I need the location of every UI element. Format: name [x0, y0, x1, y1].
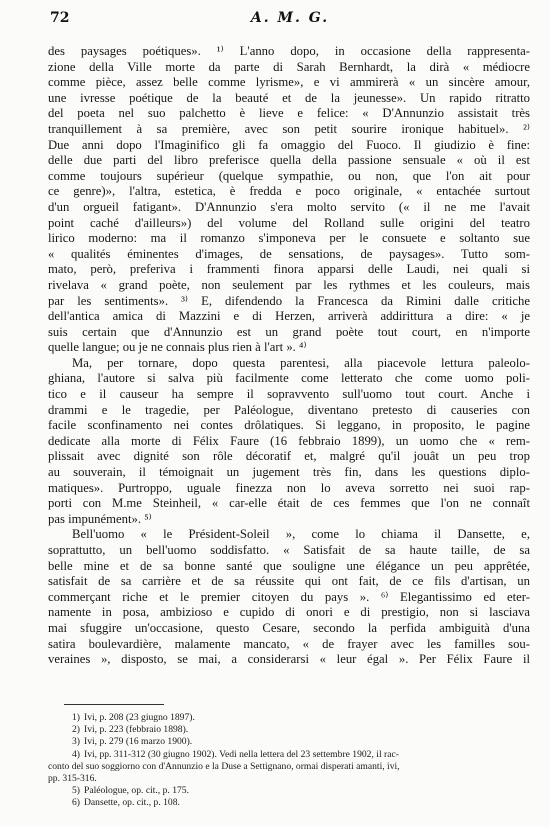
- body-line: tico e il causeur ha sempre il sopravvento sull'uomo tout court. Anche i: [48, 387, 530, 402]
- body-line: rivelava « grand poète, non seulement par les rythmes et les couleurs, mais: [48, 277, 530, 292]
- body-line: plissait avec dignité son rôle décoratif et, malgré qu'il jouât un peu trop: [48, 449, 530, 464]
- footnote-text: Ivi, p. 279 (16 marzo 1900).: [84, 736, 193, 748]
- body-line: par les sentiments». ³⁾ E, difendendo la Francesca da Rimini dalle critiche: [48, 293, 530, 308]
- footnote-number: 3): [72, 736, 80, 748]
- footnote-text: Paléologue, op. cit., p. 175.: [84, 785, 189, 797]
- body-line: mai sfuggire un'occasione, questo Cesare, secondo la perfida ambiguità d'una: [48, 620, 530, 635]
- body-line: des paysages poétiques». ¹⁾ L'anno dopo, in occasione della rappresenta-: [48, 44, 530, 58]
- page-number: 72: [50, 10, 70, 26]
- running-title: A. M. G.: [250, 10, 330, 26]
- body-line: comme pièce, assez belle comme lyrisme», e vi ammirerà « un sincère amour,: [48, 75, 530, 90]
- footnote: [48, 797, 530, 809]
- body-line: tranquillement à sa première, avec son petit sourire ironique habituel». ²⁾: [48, 121, 530, 136]
- body-line: « qualités éminentes d'images, de sensations, de paysages». Tutto som-: [48, 246, 530, 261]
- body-line: matiques». Purtroppo, uguale finezza non lo aveva sorretto nei suoi rap-: [48, 480, 530, 495]
- footnote-number: 4): [72, 748, 80, 760]
- body-line: Bell'uomo « le Président-Soleil », come lo chiama il Dansette, e,: [72, 527, 530, 542]
- body-line: satisfait de sa carrière et de sa réussite qui ont fait, de ce fils d'artisan, un: [48, 574, 530, 589]
- body-line: commerçant riche et le premier citoyen du pays ». ⁶⁾ Elegantissimo ed eter-: [48, 589, 530, 604]
- body-line: belle mine et de sa bonne santé que souligne une élégance un peu apprêtée,: [48, 558, 530, 573]
- body-line: d'un orgueil fatigant». D'Annunzio s'era molto servito (« il ne me l'avait: [48, 199, 530, 214]
- footnote-number: 5): [72, 785, 80, 797]
- body-line: soprattutto, un bell'uomo soddisfatto. « Satisfait de sa haute taille, de sa: [48, 543, 530, 557]
- body-line: au souverain, il témoignait un jugement très fin, dans les questions diplo-: [48, 465, 530, 480]
- footnote-text: conto del suo soggiorno con d'Annunzio e la Duse a Settignano, ormai disperati amanti, ivi,: [48, 760, 400, 772]
- footnote-number: 6): [72, 797, 80, 809]
- body-line: namente in posa, ambizioso e cupido di onori e di prestigio, non si lasciava: [48, 605, 530, 620]
- body-line: porti con M.me Steinheil, « car-elle était de ces femmes que l'on ne connaît: [48, 496, 530, 511]
- footnote-number: 1): [72, 712, 80, 723]
- body-line: facile sconfinamento nei contes drôlatiques. Si leggano, in proposito, le pagine: [48, 418, 530, 433]
- body-line: satira boulevardière, malamente mancato, « de frayer avec les familles sou-: [48, 636, 530, 651]
- body-line: ce genre)», l'altra, estetica, è fredda e poco originale, « entachée surtout: [48, 184, 530, 199]
- body-line: point caché d'ailleurs») del volume del Rolland sulle origini del teatro: [48, 215, 530, 230]
- footnote-text: pp. 315-316.: [48, 773, 97, 785]
- footnote: [48, 785, 530, 797]
- body-line: comme toujours supérieur (quelque sympathie, ou non, que l'on ait pour: [48, 168, 530, 183]
- body-line: drammi e le tragedie, per Paléologue, diventano pretesto di causeries con: [48, 402, 530, 417]
- body-line: zione della Ville morte da parte di Sarah Bernhardt, la dirà « médiocre: [48, 59, 530, 74]
- footnote-continuation: [48, 773, 530, 785]
- footnote-text: Ivi, p. 223 (febbraio 1898).: [84, 724, 189, 736]
- footnote: [48, 724, 530, 736]
- footnote-continuation: [48, 761, 530, 773]
- body-line: quelle langue; ou je ne connais plus rien à l'art ». ⁴⁾: [48, 340, 307, 355]
- page-header: [50, 8, 530, 28]
- body-line: mato, però, preferiva i frammenti finora apparsi delle Laudi, nei quali si: [48, 262, 530, 277]
- body-line: veraines », disposto, se mai, a considerarsi « leur égal ». Per Félix Faure il: [48, 652, 530, 667]
- footnote: [48, 736, 530, 748]
- body-line: delle due parti del libro preferisce quella della passione sensuale « où il est: [48, 153, 530, 168]
- body-line: une ivresse poétique de la beauté et de la jeunesse». Un rapido ritratto: [48, 90, 530, 105]
- footnote-divider: [64, 704, 164, 705]
- body-line: Due anni dopo l'Imaginifico gli fa omaggio del Fuoco. Il giudizio è fine:: [48, 137, 530, 152]
- body-line: del poeta nel suo palchetto è lieve e felice: « D'Annunzio assistait très: [48, 106, 530, 121]
- body-line: pas impunément». ⁵⁾: [48, 511, 152, 526]
- footnote: [48, 712, 530, 724]
- footnote-text: Dansette, op. cit., p. 108.: [84, 797, 180, 809]
- footnotes: [48, 712, 530, 810]
- body-text: [48, 44, 530, 668]
- footnote-text: Ivi, p. 208 (23 giugno 1897).: [84, 712, 195, 723]
- footnote-text: Ivi, pp. 311-312 (30 giugno 1902). Vedi nella lettera del 23 settembre 1902, il rac-: [84, 748, 399, 760]
- body-line: lirico moderno: ma il romanzo s'imponeva per le consuete e soltanto sue: [48, 231, 530, 246]
- body-line: ghiana, l'autore si salva più facilmente come letterato che come uomo poli-: [48, 371, 530, 386]
- body-line: Ma, per tornare, dopo questa parentesi, alla piacevole lettura paleolo-: [72, 355, 530, 370]
- footnote-number: 2): [72, 724, 80, 736]
- footnote: [48, 749, 530, 761]
- body-line: dedicate alla morte di Félix Faure (16 febbraio 1899), un uomo che « rem-: [48, 433, 530, 448]
- body-line: dell'antica amica di Mazzini e di Herzen, arriverà addirittura a dire: « je: [48, 309, 530, 324]
- body-line: suis certain que d'Annunzio est un grand poète tout court, en n'importe: [48, 324, 530, 339]
